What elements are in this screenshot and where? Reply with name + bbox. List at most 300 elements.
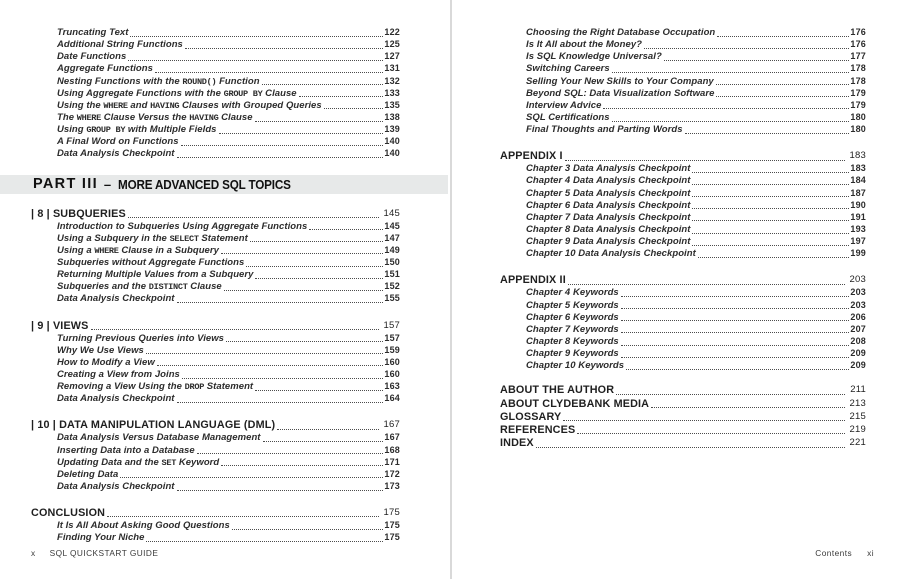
entry-page-number: 160 — [384, 368, 400, 379]
dot-leader — [621, 348, 850, 358]
dot-leader — [692, 175, 849, 185]
toc-entry-group — [500, 163, 866, 260]
toc-entry — [500, 287, 866, 299]
toc-entry — [500, 88, 866, 100]
entry-page-number: 155 — [384, 293, 400, 304]
entry-text: Data Analysis Versus Database Management — [57, 432, 261, 444]
entry-title — [526, 124, 683, 135]
entry-title — [526, 27, 715, 38]
toc-entry-group — [31, 520, 400, 544]
toc-entry — [31, 333, 400, 345]
entry-text: How to Modify a View — [57, 356, 155, 368]
section-page-number: 215 — [849, 410, 866, 422]
page-gutter-divider — [450, 0, 452, 579]
toc-entry — [31, 221, 400, 233]
dot-leader — [685, 124, 850, 134]
entry-title — [526, 287, 619, 298]
entry-text: Subqueries without Aggregate Functions — [57, 256, 245, 268]
entry-text: Removing a View Using the — [57, 381, 185, 393]
dot-leader — [692, 236, 849, 246]
entry-text: Interview Advice — [526, 99, 602, 111]
dot-leader — [197, 445, 384, 455]
toc-entry-group — [31, 27, 400, 161]
entry-title — [526, 348, 619, 359]
entry-page-number: 132 — [384, 75, 400, 86]
entry-page-number: 207 — [850, 323, 866, 334]
entry-text: Chapter 7 Keywords — [526, 323, 619, 335]
entry-title — [57, 63, 153, 74]
entry-title — [57, 88, 297, 99]
entry-text: Subqueries and the — [57, 281, 149, 293]
dot-leader — [717, 27, 849, 37]
entry-title — [57, 445, 195, 456]
entry-page-number: 131 — [384, 63, 400, 74]
toc-entry — [31, 100, 400, 112]
dot-leader — [692, 163, 849, 173]
toc-entry — [500, 163, 866, 175]
toc-section-heading — [500, 384, 866, 397]
entry-text: Introduction to Subqueries Using Aggregate Functions — [57, 220, 308, 232]
dot-leader — [130, 27, 383, 37]
entry-page-number: 209 — [850, 348, 866, 359]
entry-page-number: 125 — [384, 39, 400, 50]
entry-text: Inserting Data into a Database — [57, 444, 195, 456]
entry-title — [57, 124, 217, 135]
entry-text: Creating a View from Joins — [57, 368, 180, 380]
toc-entry — [500, 300, 866, 312]
dot-leader — [698, 248, 850, 258]
dot-leader — [181, 136, 384, 146]
dot-leader — [621, 287, 850, 297]
entry-page-number: 160 — [384, 356, 400, 367]
entry-title — [57, 469, 118, 480]
entry-page-number: 178 — [850, 63, 866, 74]
dot-leader — [536, 437, 845, 447]
dot-leader — [644, 39, 849, 49]
toc-entry — [31, 88, 400, 100]
entry-text: Chapter 6 Keywords — [526, 311, 619, 323]
dot-leader — [262, 76, 384, 86]
toc-entry — [31, 381, 400, 393]
dot-leader — [621, 336, 850, 346]
toc-entry — [31, 136, 400, 148]
entry-page-number: 184 — [850, 175, 866, 186]
dot-leader — [563, 411, 844, 421]
toc-entry — [31, 269, 400, 281]
entry-title — [526, 63, 610, 74]
dot-leader — [616, 384, 845, 394]
dot-leader — [621, 312, 850, 322]
entry-title — [57, 257, 244, 268]
dot-leader — [177, 148, 384, 158]
dot-leader — [91, 320, 379, 330]
entry-text: Chapter 5 Data Analysis Checkpoint — [526, 187, 691, 199]
dot-leader — [716, 76, 850, 86]
entry-text: Chapter 3 Data Analysis Checkpoint — [526, 163, 691, 175]
entry-text: Data Analysis Checkpoint — [57, 480, 175, 492]
entry-title — [526, 51, 662, 62]
entry-text: Clause — [187, 281, 222, 293]
entry-text: Chapter 4 Data Analysis Checkpoint — [526, 175, 691, 187]
entry-title — [526, 188, 690, 199]
entry-text: Chapter 10 Keywords — [526, 360, 625, 372]
entry-text: Date Functions — [57, 51, 127, 63]
section-page-number: 183 — [849, 150, 866, 162]
dot-leader — [263, 432, 384, 442]
toc-entry — [500, 27, 866, 39]
entry-text: Using a — [57, 244, 95, 256]
toc-section-heading — [31, 507, 400, 520]
entry-title — [57, 269, 253, 280]
dot-leader — [185, 39, 383, 49]
dot-leader — [120, 469, 383, 479]
toc-entry — [500, 324, 866, 336]
entry-title — [57, 39, 183, 50]
entry-title — [526, 200, 690, 211]
toc-entry — [500, 175, 866, 187]
entry-text: Is It All about the Money? — [526, 39, 643, 51]
sql-keyword: GROUP BY — [223, 88, 263, 99]
part-heading-bar — [0, 175, 448, 194]
toc-section-heading — [500, 424, 866, 437]
dot-leader — [219, 124, 384, 134]
toc-entry — [31, 27, 400, 39]
entry-page-number: 167 — [384, 432, 400, 443]
toc-entry — [31, 520, 400, 532]
toc-entry — [31, 369, 400, 381]
dot-leader — [692, 212, 849, 222]
entry-title — [526, 76, 714, 87]
section-page-number: 219 — [849, 423, 866, 435]
dot-leader — [157, 357, 384, 367]
entry-title — [57, 233, 248, 244]
toc-entry — [31, 532, 400, 544]
entry-text: Selling Your New Skills to Your Company — [526, 75, 714, 87]
entry-text: The — [57, 111, 77, 123]
entry-title — [526, 236, 690, 247]
entry-text: Chapter 9 Keywords — [526, 348, 619, 360]
entry-title — [57, 357, 155, 368]
entry-text: Clause Versus the — [101, 111, 190, 123]
entry-title — [57, 27, 128, 38]
entry-title — [57, 369, 180, 380]
section-page-number: 211 — [850, 384, 866, 396]
dot-leader — [603, 100, 849, 110]
entry-text: Additional String Functions — [57, 39, 183, 51]
toc-entry — [31, 345, 400, 357]
dot-leader — [246, 257, 383, 267]
entry-text: Chapter 9 Data Analysis Checkpoint — [526, 236, 691, 248]
entry-title — [57, 148, 175, 159]
toc-section-heading — [500, 150, 866, 163]
toc-entry — [31, 432, 400, 444]
toc-section-heading — [500, 411, 866, 424]
section-page-number: 221 — [849, 437, 866, 449]
entry-text: A Final Word on Functions — [57, 136, 179, 148]
dot-leader — [224, 281, 384, 291]
entry-text: Data Analysis Checkpoint — [57, 393, 175, 405]
toc-entry — [31, 51, 400, 63]
entry-page-number: 179 — [850, 87, 866, 98]
entry-text: Statement — [204, 381, 254, 393]
entry-text: Finding Your Niche — [57, 532, 145, 544]
dot-leader — [612, 63, 850, 73]
entry-title — [57, 345, 144, 356]
section-title: | 9 | VIEWS — [31, 319, 89, 332]
section-title: ABOUT THE AUTHOR — [500, 384, 615, 397]
dot-leader — [232, 520, 384, 530]
dot-leader — [221, 245, 383, 255]
section-title: GLOSSARY — [500, 410, 562, 423]
toc-entry — [500, 348, 866, 360]
entry-page-number: 135 — [384, 99, 400, 110]
toc-entry — [500, 76, 866, 88]
entry-text: Nesting Functions with the — [57, 75, 183, 87]
dot-leader — [716, 88, 849, 98]
entry-text: Data Analysis Checkpoint — [57, 293, 175, 305]
entry-title — [526, 112, 610, 123]
toc-entry — [500, 236, 866, 248]
toc-entry-group — [31, 221, 400, 306]
section-page-number: 145 — [383, 207, 400, 219]
entry-title — [526, 324, 619, 335]
sql-keyword: HAVING — [150, 100, 180, 111]
entry-title — [57, 532, 144, 543]
entry-page-number: 191 — [850, 211, 866, 222]
book-title-running-head: SQL QUICKSTART GUIDE — [49, 548, 159, 558]
section-title: APPENDIX II — [500, 274, 566, 287]
toc-entry — [500, 312, 866, 324]
sql-keyword: HAVING — [189, 112, 219, 123]
dot-leader — [621, 324, 850, 334]
entry-title — [57, 333, 224, 344]
entry-page-number: 183 — [850, 163, 866, 174]
dot-leader — [299, 88, 384, 98]
toc-right-content — [500, 27, 866, 450]
toc-entry — [31, 357, 400, 369]
section-page-number: 157 — [383, 319, 400, 331]
dot-leader — [128, 208, 379, 218]
entry-title — [57, 76, 260, 87]
section-page-number: 175 — [383, 507, 400, 519]
entry-text: Aggregate Functions — [57, 63, 153, 75]
entry-text: It Is All About Asking Good Questions — [57, 520, 230, 532]
entry-text: Returning Multiple Values from a Subquery — [57, 269, 254, 281]
dot-leader — [177, 393, 384, 403]
entry-page-number: 140 — [384, 136, 400, 147]
entry-text: Final Thoughts and Parting Words — [526, 124, 683, 136]
entry-title — [57, 481, 175, 492]
sql-keyword: GROUP BY — [86, 125, 126, 136]
entry-text: Chapter 10 Data Analysis Checkpoint — [526, 248, 696, 260]
dot-leader — [565, 150, 845, 160]
sql-keyword: SET — [161, 457, 177, 468]
entry-page-number: 157 — [384, 332, 400, 343]
part-title: MORE ADVANCED SQL TOPICS — [118, 176, 291, 192]
dot-leader — [692, 188, 849, 198]
dot-leader — [255, 112, 384, 122]
toc-entry — [31, 233, 400, 245]
entry-text: Chapter 6 Data Analysis Checkpoint — [526, 199, 691, 211]
entry-page-number: 175 — [384, 520, 400, 531]
entry-page-number: 149 — [384, 244, 400, 255]
dot-leader — [324, 100, 384, 110]
entry-page-number: 176 — [850, 39, 866, 50]
entry-title — [526, 212, 690, 223]
toc-section-heading — [31, 419, 400, 432]
dot-leader — [577, 424, 844, 434]
dot-leader — [651, 398, 844, 408]
entry-page-number: 150 — [384, 256, 400, 267]
entry-page-number: 193 — [850, 223, 866, 234]
left-page-number: x — [31, 548, 36, 558]
entry-text: Clause — [262, 87, 297, 99]
entry-title — [57, 393, 175, 404]
section-title: | 8 | SUBQUERIES — [31, 207, 126, 220]
entry-title — [526, 336, 619, 347]
dot-leader — [146, 345, 384, 355]
section-title: INDEX — [500, 437, 534, 450]
toc-section-heading — [500, 398, 866, 411]
entry-text: Beyond SQL: Data Visualization Software — [526, 87, 715, 99]
entry-text: Clause in a Subquery — [118, 244, 219, 256]
entry-text: Chapter 8 Keywords — [526, 335, 619, 347]
sql-keyword: WHERE — [76, 112, 102, 123]
entry-title — [526, 163, 690, 174]
sql-keyword: DROP — [184, 382, 205, 393]
entry-text: Deleting Data — [57, 468, 119, 480]
entry-page-number: 203 — [850, 287, 866, 298]
entry-text: Chapter 7 Data Analysis Checkpoint — [526, 211, 691, 223]
toc-backmatter-group — [500, 384, 866, 450]
entry-page-number: 179 — [850, 99, 866, 110]
entry-title — [57, 457, 219, 468]
entry-text: Using a Subquery in the — [57, 232, 170, 244]
toc-entry-group — [31, 333, 400, 406]
entry-page-number: 138 — [384, 111, 400, 122]
entry-page-number: 209 — [850, 360, 866, 371]
toc-page-right — [500, 27, 866, 450]
toc-section-heading — [500, 274, 866, 287]
toc-section-heading — [31, 208, 400, 221]
toc-entry — [500, 360, 866, 372]
toc-entry — [31, 39, 400, 51]
section-title: CONCLUSION — [31, 507, 106, 520]
dot-leader — [226, 333, 383, 343]
entry-page-number: 152 — [384, 281, 400, 292]
entry-title — [526, 300, 619, 311]
entry-title — [57, 520, 230, 531]
toc-entry — [31, 148, 400, 160]
entry-page-number: 159 — [384, 344, 400, 355]
entry-page-number: 140 — [384, 148, 400, 159]
entry-text: Keyword — [176, 456, 220, 468]
entry-text: Function — [216, 75, 260, 87]
toc-entry — [500, 200, 866, 212]
toc-entry — [31, 457, 400, 469]
entry-page-number: 168 — [384, 444, 400, 455]
toc-section-heading — [31, 320, 400, 333]
entry-title — [526, 360, 624, 371]
toc-entry — [31, 445, 400, 457]
left-page-footer — [31, 548, 158, 558]
toc-entry — [500, 63, 866, 75]
toc-entry — [500, 224, 866, 236]
toc-entry — [31, 112, 400, 124]
entry-title — [57, 245, 219, 256]
right-page-number: xi — [867, 548, 874, 558]
section-page-number: 213 — [849, 397, 866, 409]
entry-page-number: 151 — [384, 269, 400, 280]
toc-entry — [31, 481, 400, 493]
toc-entry — [500, 212, 866, 224]
toc-entry — [31, 293, 400, 305]
entry-text: SQL Certifications — [526, 111, 610, 123]
entry-title — [526, 88, 714, 99]
dot-leader — [128, 51, 383, 61]
toc-entry — [500, 188, 866, 200]
sql-keyword: SELECT — [169, 233, 199, 244]
entry-text: Updating Data and the — [57, 456, 162, 468]
section-page-number: 203 — [849, 274, 866, 286]
entry-page-number: 175 — [384, 532, 400, 543]
entry-text: Is SQL Knowledge Universal? — [526, 51, 662, 63]
entry-page-number: 163 — [384, 381, 400, 392]
entry-text: Chapter 4 Keywords — [526, 287, 619, 299]
entry-text: Data Analysis Checkpoint — [57, 148, 175, 160]
toc-entry — [31, 281, 400, 293]
entry-text: with Multiple Fields — [125, 124, 217, 136]
part-separator-dash: – — [103, 176, 112, 192]
dot-leader — [250, 233, 384, 243]
dot-leader — [177, 293, 384, 303]
toc-entry — [500, 248, 866, 260]
dot-leader — [309, 221, 383, 231]
entry-page-number: 171 — [384, 456, 400, 467]
entry-title — [57, 221, 307, 232]
entry-text: Switching Careers — [526, 63, 610, 75]
entry-text: Using the — [57, 99, 104, 111]
dot-leader — [664, 51, 850, 61]
sql-keyword: WHERE — [94, 245, 119, 256]
entry-text: Turning Previous Queries into Views — [57, 332, 224, 344]
entry-page-number: 177 — [850, 51, 866, 62]
toc-entry — [31, 124, 400, 136]
toc-entry — [31, 76, 400, 88]
dot-leader — [277, 419, 378, 429]
entry-text: Statement — [198, 232, 248, 244]
entry-text: and — [127, 99, 151, 111]
toc-entry — [500, 112, 866, 124]
entry-page-number: 173 — [384, 480, 400, 491]
part-label: PART III — [33, 176, 98, 193]
entry-page-number: 208 — [850, 335, 866, 346]
toc-entry-group — [500, 287, 866, 372]
dot-leader — [255, 381, 383, 391]
dot-leader — [255, 269, 383, 279]
dot-leader — [621, 300, 850, 310]
entry-page-number: 176 — [850, 27, 866, 37]
entry-text: Clause — [218, 111, 253, 123]
entry-page-number: 122 — [384, 27, 400, 37]
section-title: APPENDIX I — [500, 150, 563, 163]
entry-text: Chapter 5 Keywords — [526, 299, 619, 311]
entry-title — [526, 248, 696, 259]
entry-text: Choosing the Right Database Occupation — [526, 27, 716, 38]
entry-page-number: 127 — [384, 51, 400, 62]
entry-page-number: 164 — [384, 393, 400, 404]
entry-title — [57, 51, 126, 62]
